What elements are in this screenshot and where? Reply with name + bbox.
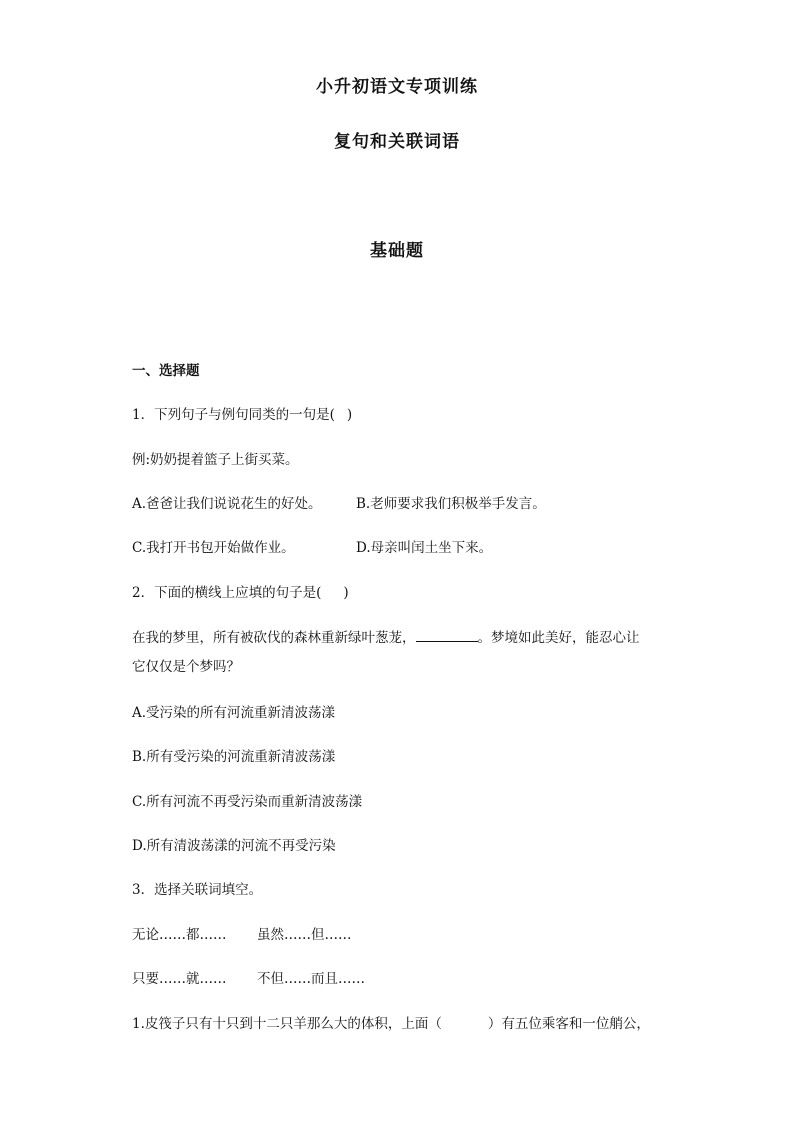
question-1-option-c: C.我打开书包开始做作业。 [132, 540, 295, 556]
section-title: 基础题 [370, 241, 424, 261]
part-heading: 一、选择题 [132, 363, 200, 379]
question-2-option-d: D.所有清波荡漾的河流不再受污染 [132, 838, 336, 854]
conjunction-option-2: 虽然……但…… [257, 927, 352, 943]
question-3-stem: 3．选择关联词填空。 [132, 882, 263, 898]
question-2-passage-line-2: 它仅仅是个梦吗？ [132, 659, 240, 675]
answer-blank [416, 627, 478, 642]
question-2-stem-prefix: 2．下面的横线上应填的句子是( [132, 585, 322, 601]
question-2-passage-line-1 [132, 627, 640, 648]
question-2-option-b: B.所有受污染的河流重新清波荡漾 [132, 749, 336, 765]
question-2-option-a: A.受污染的所有河流重新清波荡漾 [132, 705, 336, 721]
conjunction-option-4: 不但……而且…… [257, 971, 365, 987]
question-3-sentence-1 [132, 1014, 650, 1034]
question-1-example: 例:奶奶提着篮子上街买菜。 [132, 452, 299, 468]
question-1-option-d: D.母亲叫闰土坐下来。 [356, 540, 493, 556]
question-2-passage-part-2: 。梦境如此美好，能忍心让 [477, 630, 640, 646]
document-subtitle: 复句和关联词语 [334, 132, 460, 152]
question-1-option-a: A.爸爸让我们说说花生的好处。 [132, 496, 322, 512]
question-2-stem-suffix: ) [343, 585, 349, 601]
conjunction-option-3: 只要……就…… [132, 971, 227, 987]
question-1-option-b: B.老师要求我们积极举手发言。 [356, 496, 546, 512]
question-3-sentence-prefix: 1.皮筏子只有十只到十二只羊那么大的体积，上面（ [132, 1016, 442, 1032]
question-1-stem [132, 405, 352, 425]
question-3-sentence-suffix: ）有五位乘客和一位艄公， [487, 1016, 650, 1032]
document-title: 小升初语文专项训练 [316, 77, 478, 97]
question-1-stem-prefix: 1．下列句子与例句同类的一句是( [132, 407, 335, 423]
conjunction-option-1: 无论……都…… [132, 927, 227, 943]
question-2-option-c: C.所有河流不再受污染而重新清波荡漾 [132, 794, 363, 810]
question-2-passage-part-1: 在我的梦里，所有被砍伐的森林重新绿叶葱茏， [132, 630, 416, 646]
question-2-stem [132, 583, 349, 603]
question-1-stem-suffix: ) [346, 407, 353, 423]
